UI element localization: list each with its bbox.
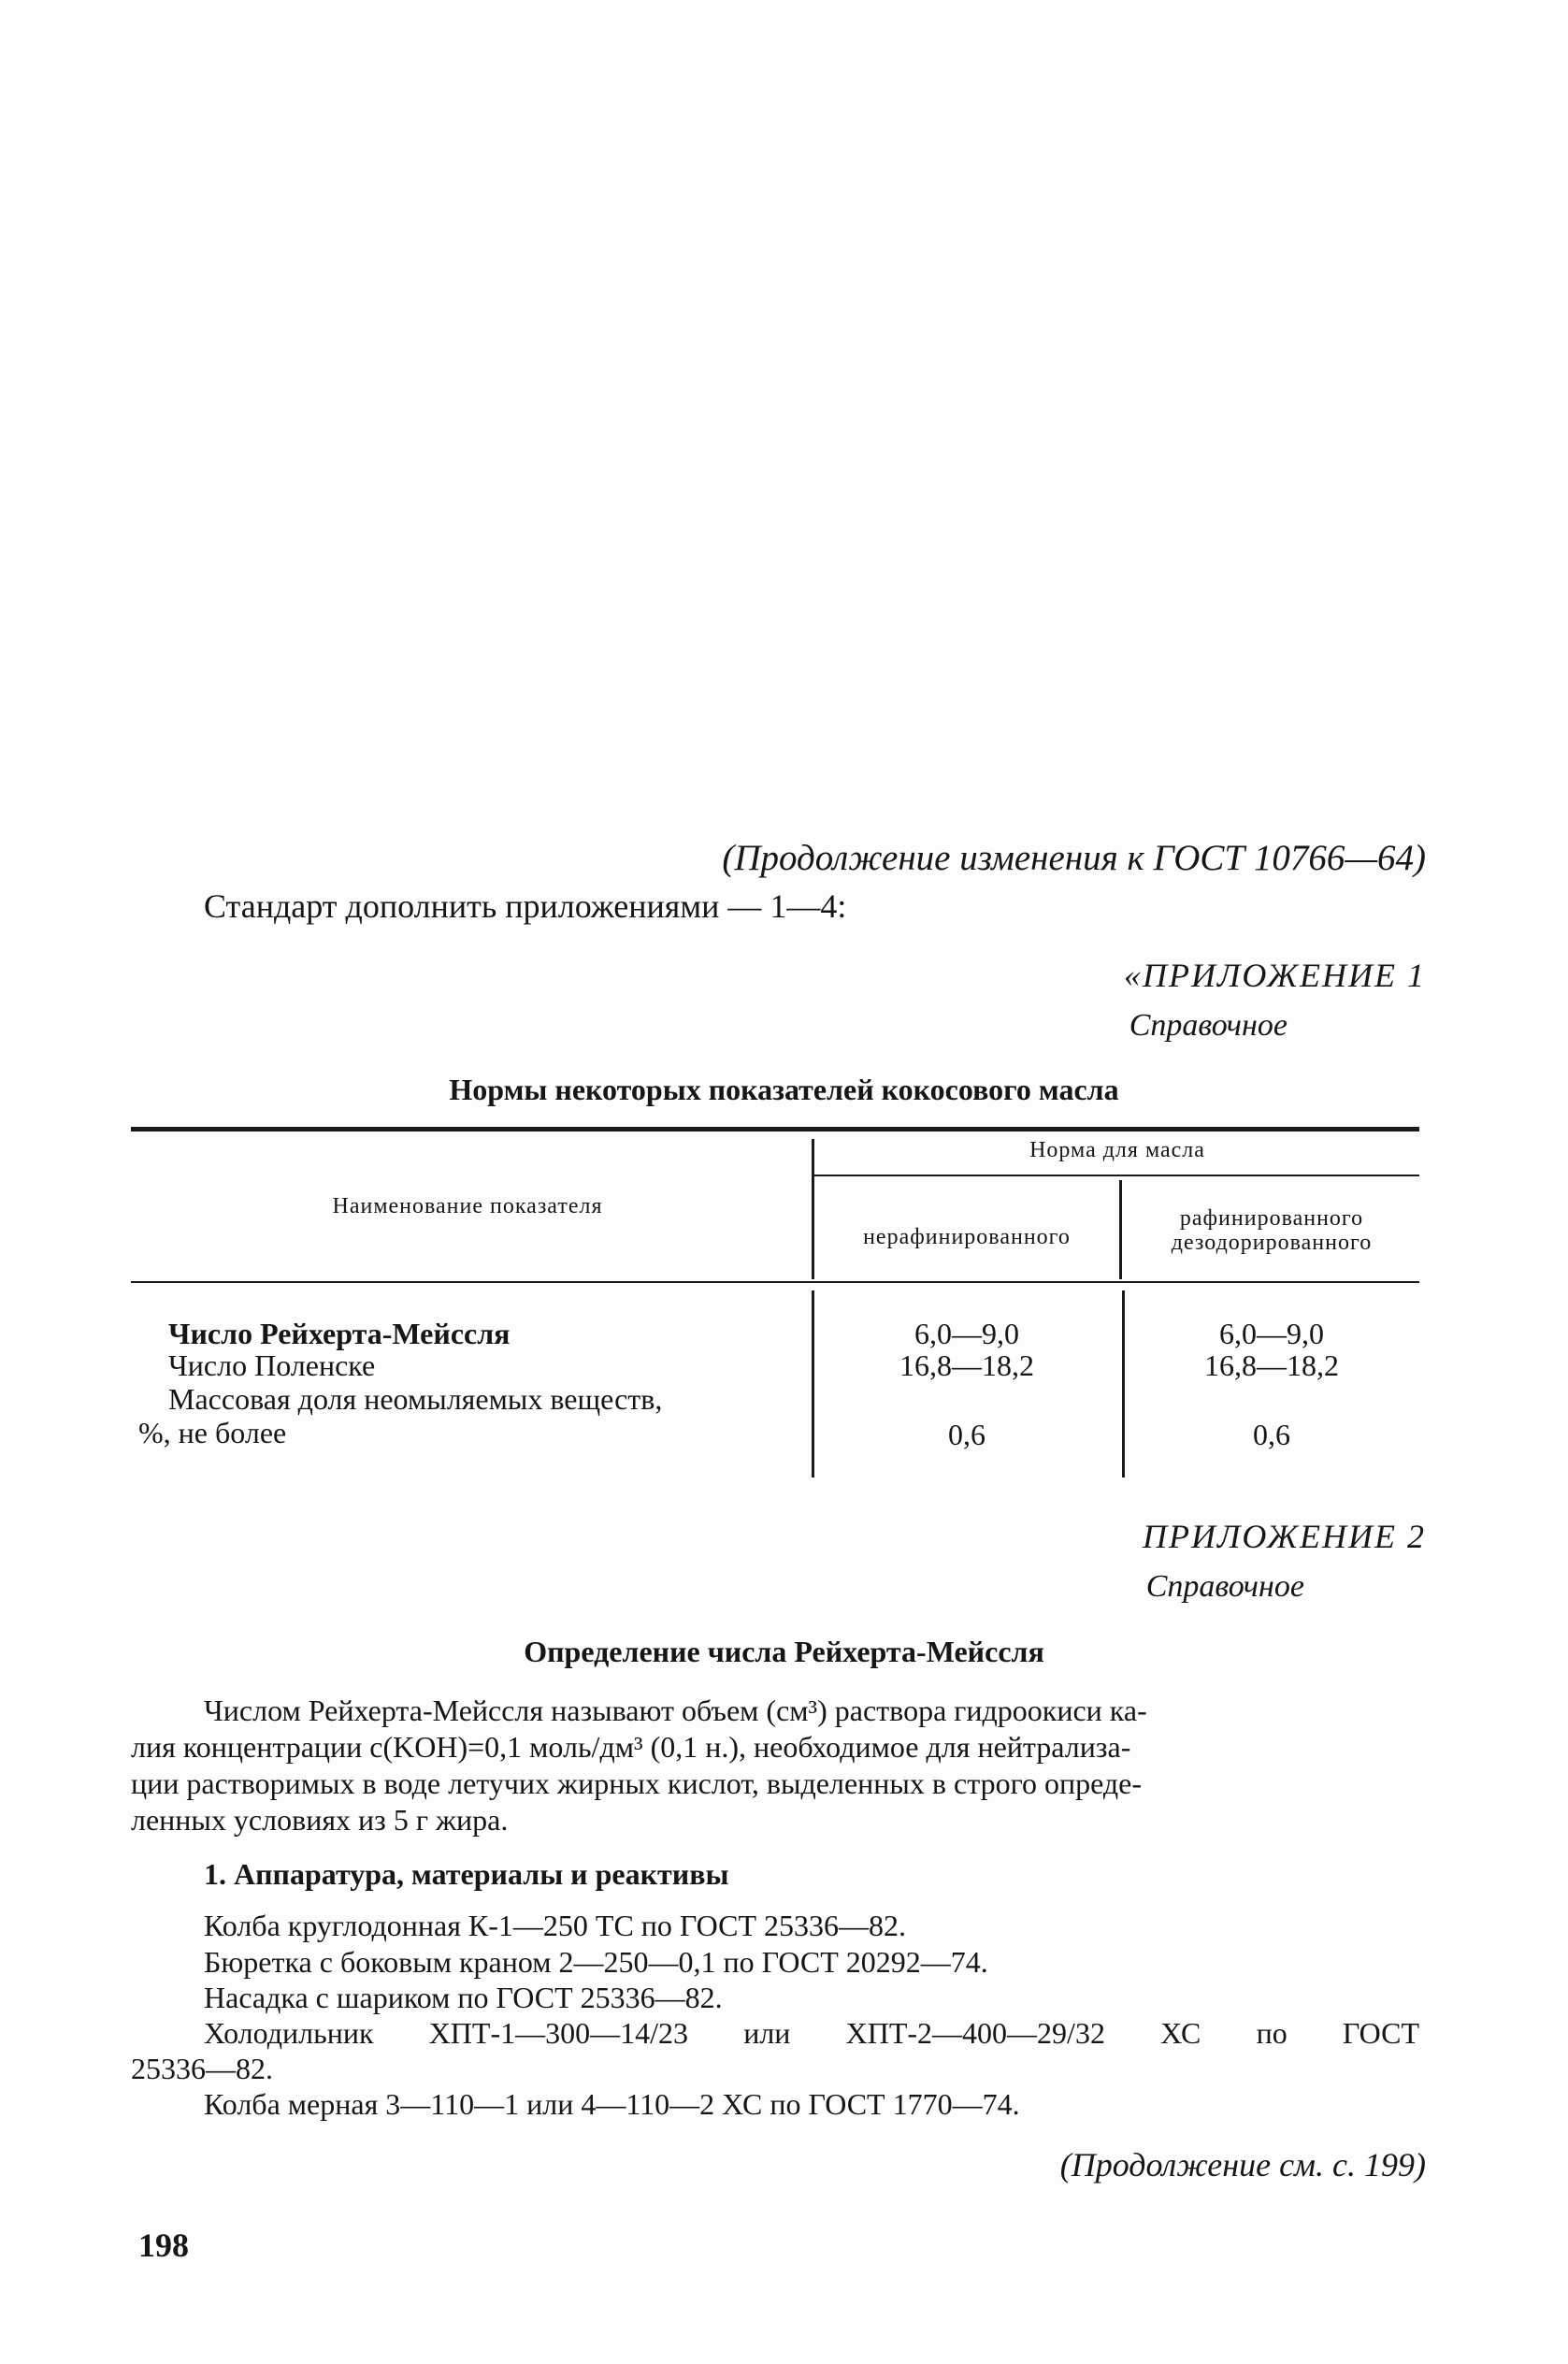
equipment-item: Колба мерная 3—110—1 или 4—110—2 ХС по ГОСТ 1770—74. — [204, 2087, 1020, 2121]
definition-line: Числом Рейхерта-Мейссля называют объем (см³) раствора гидроокиси ка- — [204, 1694, 1147, 1727]
continued-note: (Продолжение см. с. 199) — [1059, 2146, 1426, 2184]
column-header-refined: дезодорированного — [1171, 1231, 1373, 1255]
column-header-refined: рафинированного — [1179, 1206, 1364, 1231]
row-value-unrefined: 0,6 — [948, 1418, 985, 1451]
table-group-rule — [813, 1175, 1419, 1176]
table-header-rule — [131, 1281, 1419, 1283]
appendix-2-reference: Справочное — [1145, 1569, 1304, 1604]
equipment-item: Насадка с шариком по ГОСТ 25336—82. — [204, 1981, 723, 2014]
row-name: %, не более — [138, 1416, 287, 1449]
column-group-header: Норма для масла — [1029, 1138, 1205, 1162]
appendix-2-title: Определение числа Рейхерта-Мейссля — [524, 1635, 1044, 1668]
table-title: Нормы некоторых показателей кокосового масла — [449, 1073, 1119, 1106]
equipment-item: Колба круглодонная К-1—250 ТС по ГОСТ 25336—82. — [204, 1909, 907, 1942]
row-value-unrefined: 6,0—9,0 — [914, 1317, 1019, 1350]
equipment-item: Холодильник ХПТ-1—300—14/23 или ХПТ-2—400—29/32 ХС по ГОСТ — [204, 2016, 1419, 2050]
row-value-refined: 0,6 — [1253, 1418, 1290, 1451]
column-header-unrefined: нерафинированного — [863, 1225, 1071, 1249]
row-name: Массовая доля неомыляемых веществ, — [168, 1382, 663, 1416]
column-header-name: Наименование показателя — [332, 1194, 603, 1218]
appendix-2-label: ПРИЛОЖЕНИЕ 2 — [1143, 1518, 1426, 1555]
table-divider — [1119, 1180, 1122, 1279]
intro-text: Стандарт дополнить приложениями — 1—4: — [204, 887, 847, 925]
definition-line: ленных условиях из 5 г жира. — [131, 1803, 509, 1837]
table-top-rule — [131, 1127, 1419, 1132]
row-name: Число Рейхерта-Мейссля — [168, 1317, 511, 1350]
row-value-unrefined: 16,8—18,2 — [899, 1348, 1034, 1382]
definition-line: ции растворимых в воде летучих жирных кислот, выделенных в строго опреде- — [131, 1766, 1142, 1800]
row-name: Число Поленске — [168, 1348, 376, 1382]
equipment-item: 25336—82. — [131, 2052, 273, 2085]
section-1-heading: 1. Аппаратура, материалы и реактивы — [204, 1857, 729, 1891]
table-divider — [812, 1290, 814, 1478]
row-value-refined: 16,8—18,2 — [1204, 1348, 1339, 1382]
row-value-refined: 6,0—9,0 — [1219, 1317, 1324, 1350]
table-divider — [812, 1139, 814, 1279]
equipment-item: Бюретка с боковым краном 2—250—0,1 по ГОСТ 20292—74. — [204, 1945, 988, 1979]
continuation-header: (Продолжение изменения к ГОСТ 10766—64) — [722, 838, 1426, 878]
definition-line: лия концентрации c(KOH)=0,1 моль/дм³ (0,1 н.), необходимое для нейтрализа- — [131, 1730, 1131, 1764]
page-number: 198 — [138, 2227, 189, 2264]
appendix-1-label: «ПРИЛОЖЕНИЕ 1 — [1124, 957, 1426, 994]
appendix-1-reference: Справочное — [1129, 1008, 1287, 1043]
